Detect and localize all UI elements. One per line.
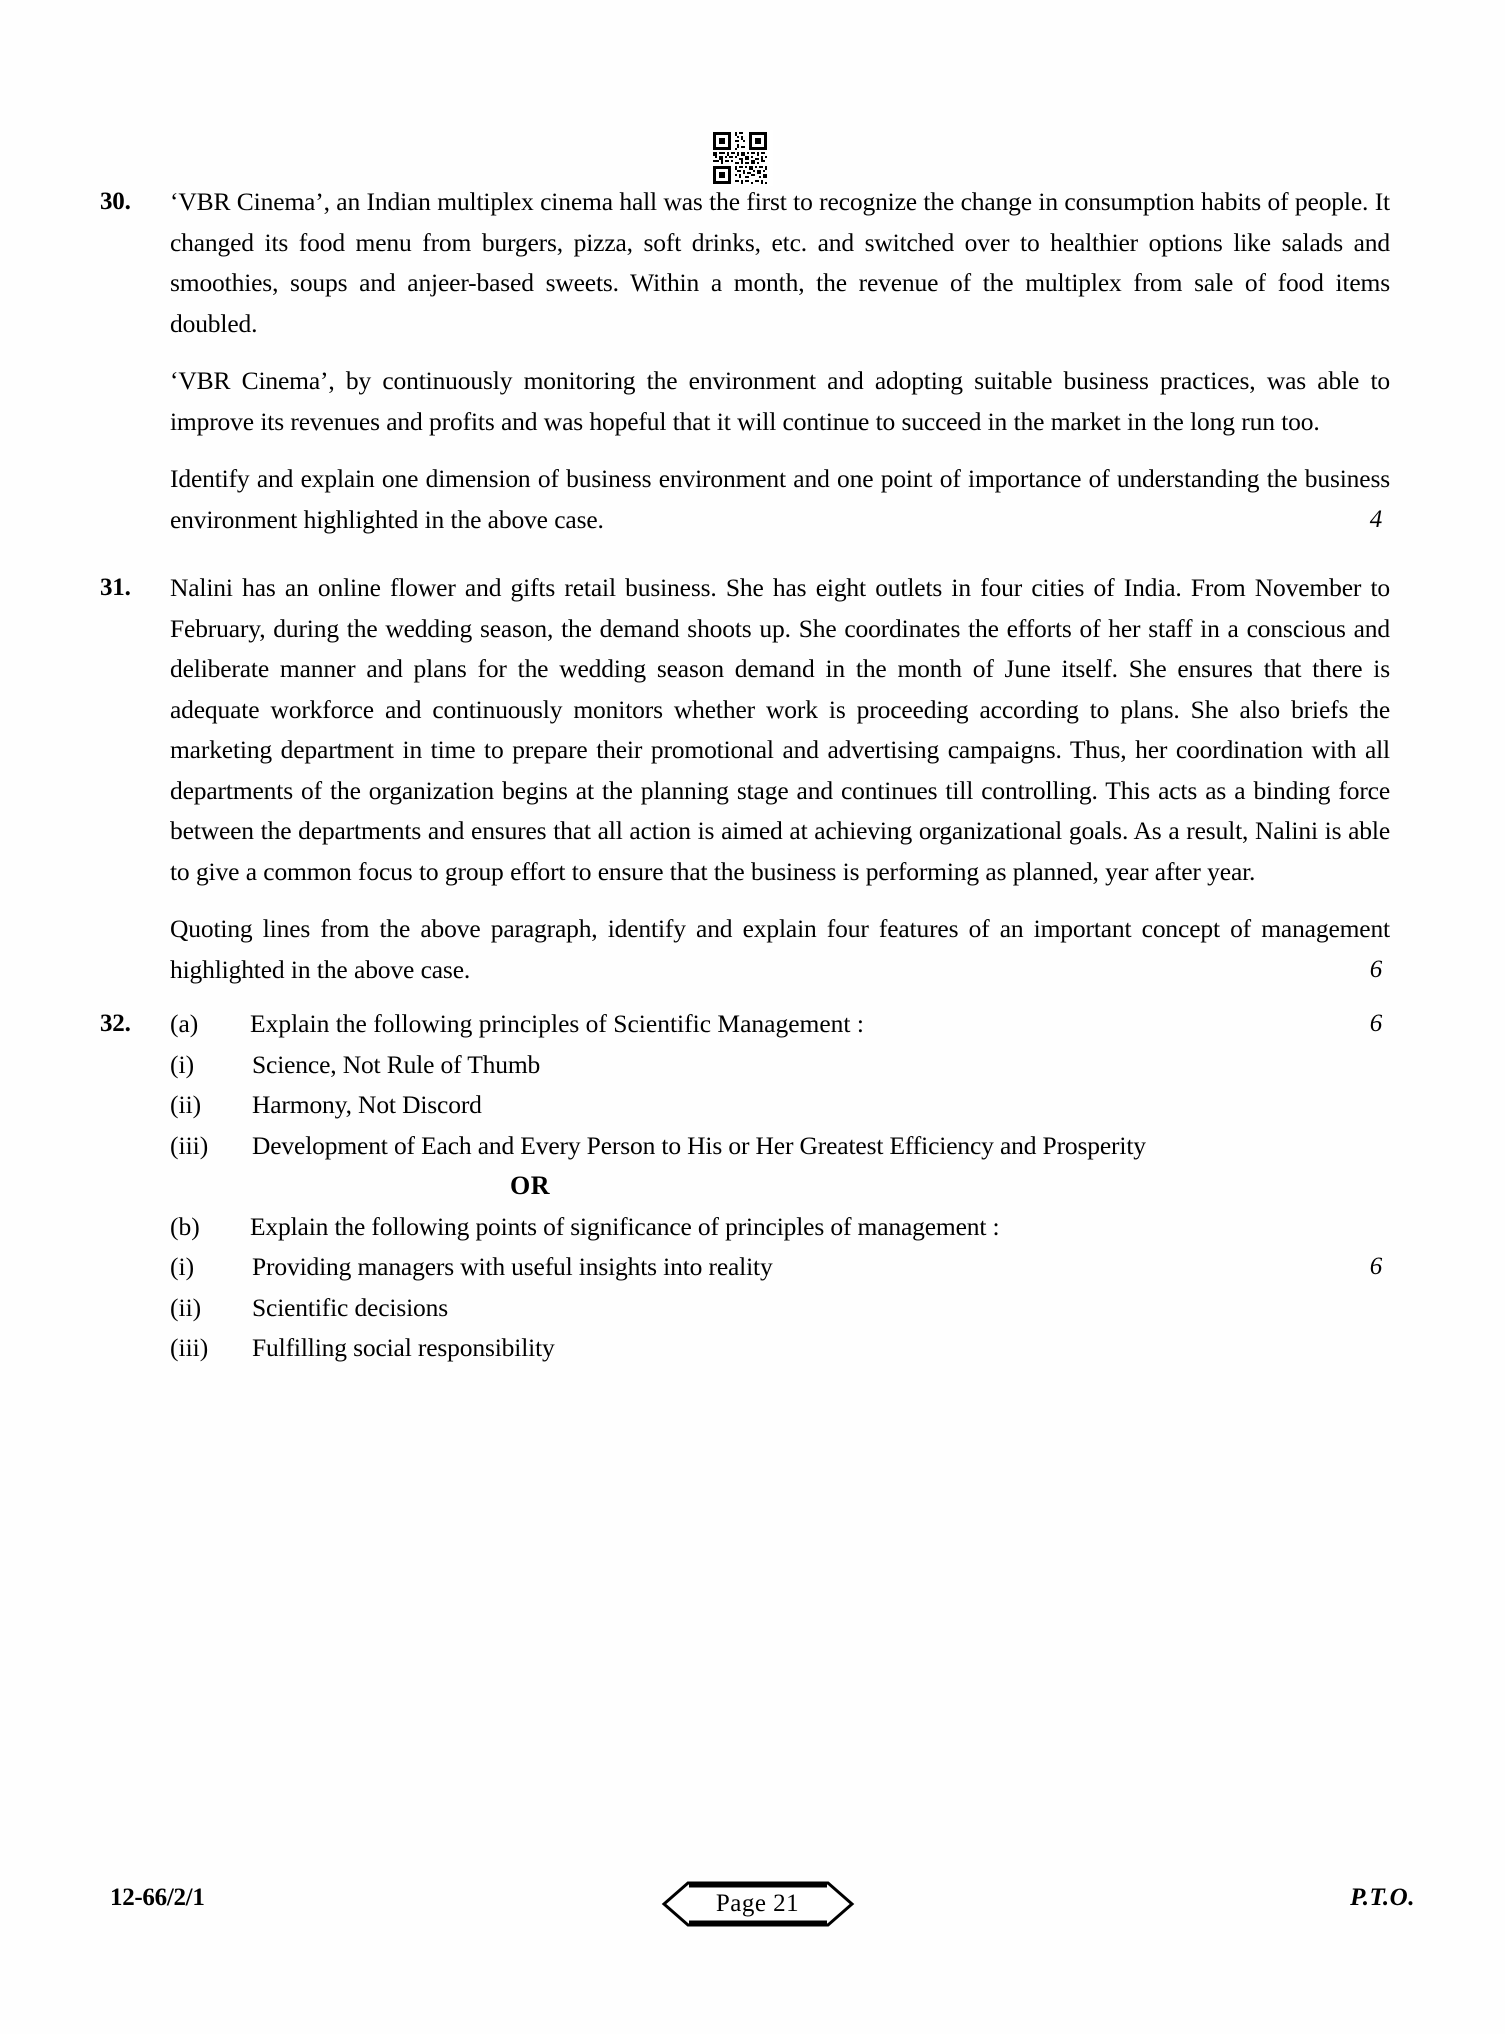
- question-31: [100, 568, 1390, 990]
- question-32-option-a-items: [170, 1045, 1390, 1167]
- question-30: [100, 182, 1390, 540]
- question-32-option-b-items: [170, 1247, 1390, 1369]
- list-item: [170, 1085, 1390, 1126]
- question-30-paragraph-3: Identify and explain one dimension of business environment and one point of importance of understanding the business environment highlighted in the above case.: [170, 464, 1390, 534]
- list-item-numeral: (iii): [170, 1333, 209, 1362]
- list-item: [170, 1247, 1390, 1288]
- question-30-paragraph-2: ‘VBR Cinema’, by continuously monitoring the environment and adopting suitable business practices, was able to improve its revenues and profits and was hopeful that it will continue to succeed in the market in the long run too.: [170, 366, 1390, 436]
- list-item-text: Science, Not Rule of Thumb: [252, 1049, 541, 1079]
- list-item-numeral: (i): [170, 1252, 195, 1281]
- question-32-option-a-stem: Explain the following principles of Scientific Management :: [250, 1009, 864, 1038]
- list-item-numeral: (i): [170, 1049, 195, 1079]
- list-item-numeral: (iii): [170, 1130, 209, 1160]
- question-32-option-a-marks: 6: [1369, 1010, 1383, 1037]
- question-31-paragraph-1: Nalini has an online flower and gifts retail business. She has eight outlets in four cities of India. From November to February, during the wedding season, the demand shoots up. She coordinates the efforts of her staff in a conscious and deliberate manner and plans for the wedding season demand in the month of June itself. She ensures that there is adequate workforce and continuously monitors whether work is proceeding according to plans. She also briefs the marketing department in time to prepare their promotional and advertising campaigns. Thus, her coordination with all departments of the organization begins at the planning stage and continues till controlling. This acts as a binding force between the departments and ensures that all action is aimed at achieving organizational goals. As a result, Nalini is able to give a common focus to group effort to ensure that the business is performing as planned, year after year.: [170, 573, 1390, 886]
- list-item: [170, 1328, 1390, 1369]
- qr-code-icon: [711, 130, 773, 186]
- list-item-text: Fulfilling social responsibility: [252, 1333, 555, 1362]
- list-item-numeral: (ii): [170, 1090, 202, 1119]
- list-item-numeral: (ii): [170, 1292, 202, 1322]
- question-31-paragraph-2: Quoting lines from the above paragraph, identify and explain four features of an important concept of management highlighted in the above case.: [170, 914, 1390, 984]
- question-32-body: [170, 1004, 1390, 1369]
- question-30-marks: 4: [1369, 505, 1383, 533]
- question-content: [100, 182, 1390, 1369]
- question-32-option-a-label: (a): [170, 1009, 199, 1038]
- question-31-body: [170, 568, 1390, 990]
- question-32-number: 32.: [100, 1010, 131, 1037]
- question-30-number: 30.: [100, 188, 131, 215]
- list-item: [170, 1126, 1390, 1167]
- paper-code: 12-66/2/1: [110, 1884, 205, 1911]
- list-item-text: Development of Each and Every Person to His or Her Greatest Efficiency and Prosperity: [252, 1130, 1146, 1160]
- question-32-option-b-marks: 6: [1369, 1253, 1383, 1280]
- question-32-option-b-label: (b): [170, 1211, 200, 1241]
- page-number-badge: [660, 1878, 856, 1930]
- list-item-text: Harmony, Not Discord: [252, 1090, 482, 1119]
- list-item-text: Scientific decisions: [252, 1292, 448, 1322]
- question-31-number: 31.: [100, 574, 131, 601]
- list-item-text: Providing managers with useful insights into reality: [252, 1252, 773, 1281]
- question-32: [100, 1004, 1390, 1369]
- question-31-marks: 6: [1369, 955, 1383, 983]
- list-item: [170, 1045, 1390, 1086]
- question-32-or-separator: OR: [510, 1171, 550, 1200]
- list-item: [170, 1288, 1390, 1329]
- question-32-option-a: [170, 1004, 1390, 1045]
- page-footer: [100, 1878, 1415, 1938]
- page-number-label: Page 21: [715, 1890, 800, 1917]
- question-32-option-b-stem: Explain the following points of significance of principles of management :: [250, 1211, 1000, 1241]
- pto-label: P.T.O.: [1350, 1884, 1415, 1911]
- question-30-paragraph-1: ‘VBR Cinema’, an Indian multiplex cinema hall was the first to recognize the change in consumption habits of people. It changed its food menu from burgers, pizza, soft drinks, etc. and switched over to healthier options like salads and smoothies, soups and anjeer-based sweets. Within a month, the revenue of the multiplex from sale of food items doubled.: [170, 187, 1390, 338]
- question-30-body: [170, 182, 1390, 540]
